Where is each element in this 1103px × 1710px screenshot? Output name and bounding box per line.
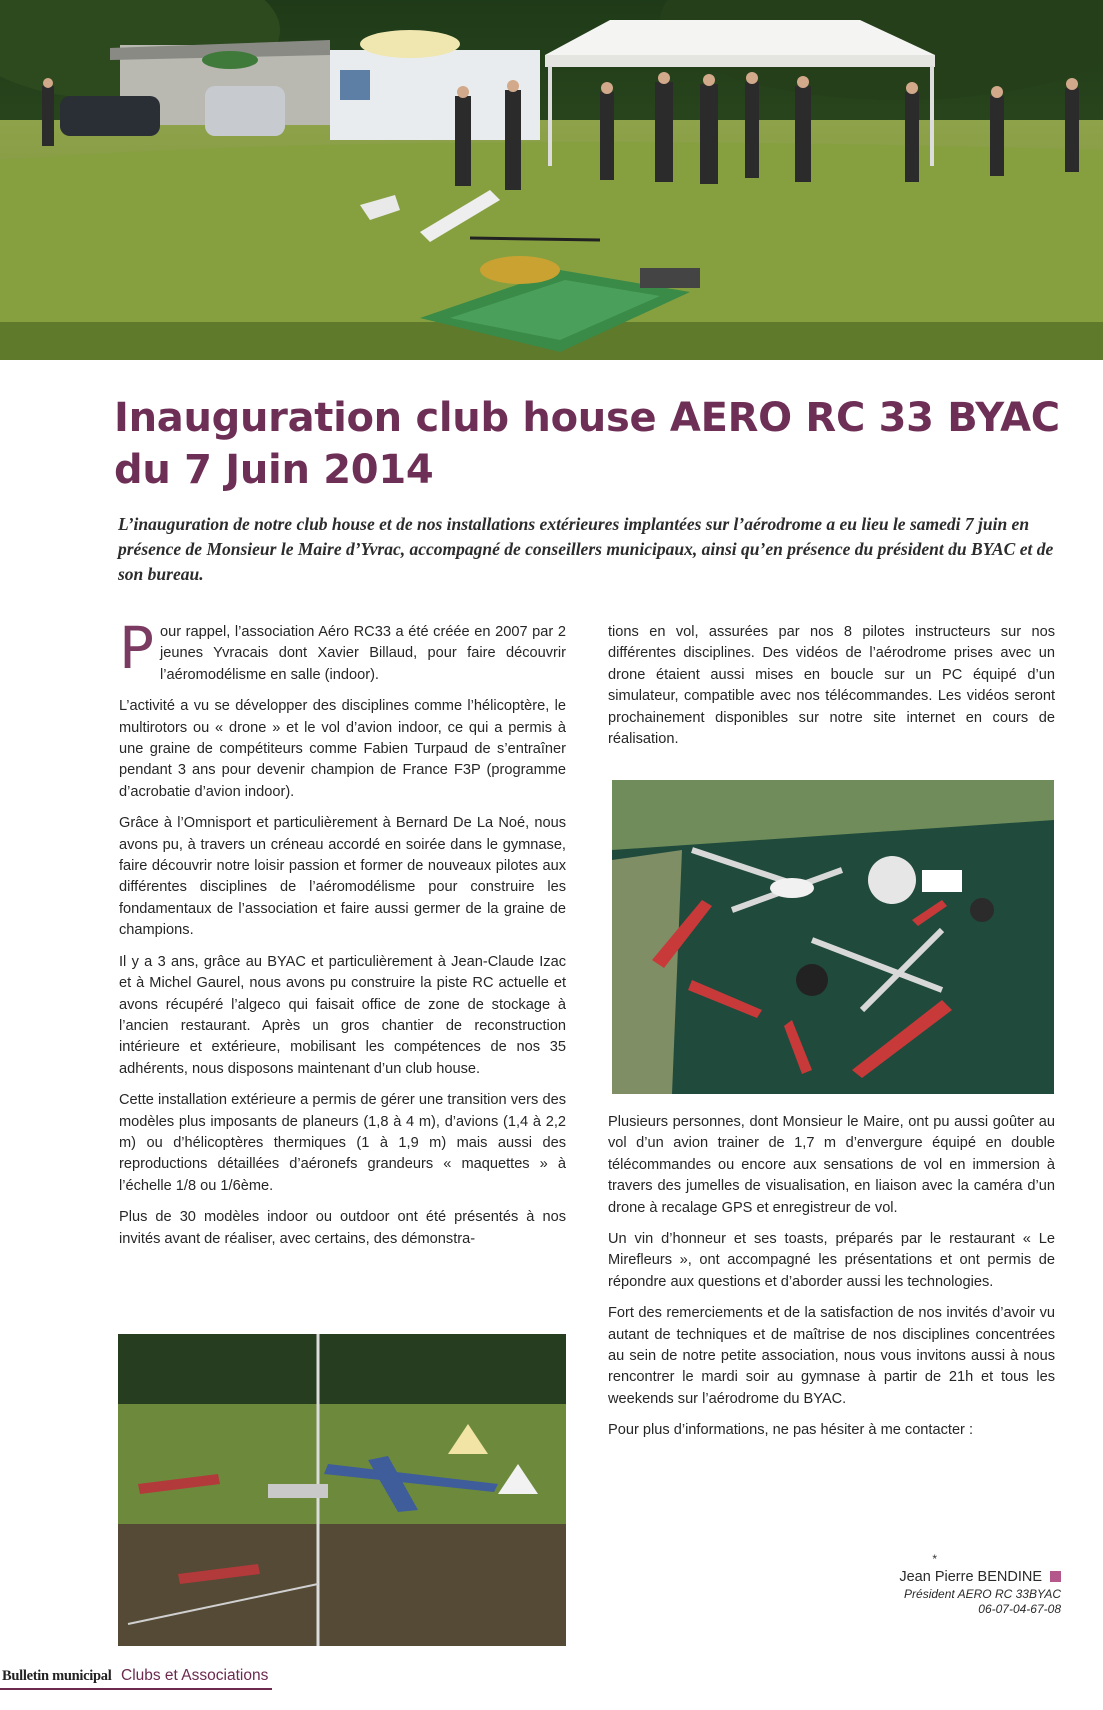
field-photo [118, 1334, 566, 1646]
paragraph-3: Grâce à l’Omnisport et particulièrement à Bernard De La Noé, nous avons pu, à travers un créneau accordé en soirée dans le gymnase, faire découvrir notre loisir passion et former de nouveaux pilotes aux différentes disciplines de l’aéromodélisme pour construire les fondamentaux de l’association et faire aussi germer de la graine de champions. [119, 815, 566, 939]
end-square-icon [1050, 1571, 1061, 1582]
paragraph-2: L’activité a vu se développer des disciplines comme l’hélicoptère, le multirotors ou « drone » et le vol d’avion indoor, ce qui a permis à une graine de compétiteurs comme Fabien Turpaud de s’entraîner pendant 3 ans pour devenir champion de France F3P (programme d’acrobatie d’avion indoor). [119, 698, 566, 800]
drones-photo [612, 780, 1054, 1094]
paragraph-1-text: our rappel, l’association Aéro RC33 a été créée en 2007 par 2 jeunes Yvracais dont Xavier Billaud, pour faire découvrir l’aéromodélisme en salle (indoor). [159, 624, 566, 683]
signature-mark: * [932, 1552, 937, 1566]
signature [899, 1568, 1061, 1617]
paragraph-1 [119, 614, 566, 686]
title-line-2: du 7 Juin 2014 [114, 447, 434, 493]
right-column-bottom [608, 1112, 1055, 1452]
paragraph-7: tions en vol, assurées par nos 8 pilotes instructeurs sur nos différentes disciplines. Des vidéos de l’aérodrome prises avec un drone étaient aussi mises en boucle sur un PC équipé d’un simulateur, compatible avec nos télécommandes. Les vidéos seront prochainement disponibles sur notre site internet en cours de réalisation. [608, 624, 1055, 748]
paragraph-11: Pour plus d’informations, ne pas hésiter à me contacter : [608, 1422, 974, 1439]
footer-rule [0, 1688, 272, 1690]
footer-label: Bulletin municipal [2, 1668, 112, 1684]
page-footer [0, 1656, 1103, 1710]
paragraph-5: Cette installation extérieure a permis de gérer une transition vers des modèles plus imposants de planeurs (1,8 à 4 m), d’avions (1,4 à 2,2 m) ou d’hélicoptères thermiques (1 à 1,9 m) mais aussi des reproductions détaillées d’aéronefs grandeurs « maquettes » à l’échelle 1/8 ou 1/6ème. [119, 1092, 566, 1194]
paragraph-9: Un vin d’honneur et ses toasts, préparés par le restaurant « Le Mirefleurs », ont accompagné les présentations et ont permis de répondre aux questions et d’aborder aussi les technologies. [608, 1231, 1055, 1290]
footer-section: Clubs et Associations [121, 1667, 269, 1684]
paragraph-4: Il y a 3 ans, grâce au BYAC et particulièrement à Jean-Claude Izac et à Michel Gaurel, nous avons pu construire la piste RC actuelle et avons récupéré l’algeco qui faisait office de zone de stockage à l’ancien restaurant. Après un gros chantier de reconstruction intérieure et extérieure, mobilisant les compétences de nos 35 adhérents, nous disposons maintenant d’un club house. [119, 953, 566, 1077]
hero-photo [0, 0, 1103, 360]
paragraph-10: Fort des remerciements et de la satisfaction de nos invités d’avoir vu autant de techniques et de maîtrise de nos disciplines concentrées au sein de notre petite association, nous vous invitons aussi à nous rencontrer le mardi soir au gymnase à partir de 21h et tous les weekends sur l’aérodrome du BYAC. [608, 1305, 1055, 1407]
signature-name-line [899, 1568, 1061, 1587]
left-column [119, 614, 566, 1260]
right-column-top [608, 622, 1055, 760]
paragraph-8: Plusieurs personnes, dont Monsieur le Maire, ont pu aussi goûter au vol d’un avion trainer de 1,7 m d’envergure équipé en double télécommandes ou encore aux sensations de vol en immersion à travers des jumelles de visualisation, en liaison avec la caméra d’un drone à recalage GPS et enregistreur de vol. [608, 1114, 1055, 1216]
author-name: Jean Pierre BENDINE [899, 1569, 1042, 1585]
author-title: Président AERO RC 33BYAC [904, 1587, 1061, 1601]
lead-paragraph: L’inauguration de notre club house et de nos installations extérieures implantées sur l’aérodrome a eu lieu le samedi 7 juin en présence de Monsieur le Maire d’Yvrac, accompagné de conseillers municipaux, ainsi qu’en présence du président du BYAC et de son bureau. [118, 514, 1054, 584]
author-phone: 06-07-04-67-08 [978, 1602, 1061, 1616]
article-title [114, 392, 1074, 496]
drop-cap: P [119, 614, 154, 682]
paragraph-6: Plus de 30 modèles indoor ou outdoor ont été présentés à nos invités avant de réaliser, avec certains, des démonstra- [119, 1209, 566, 1247]
title-line-1: Inauguration club house AERO RC 33 BYAC [114, 395, 1060, 441]
